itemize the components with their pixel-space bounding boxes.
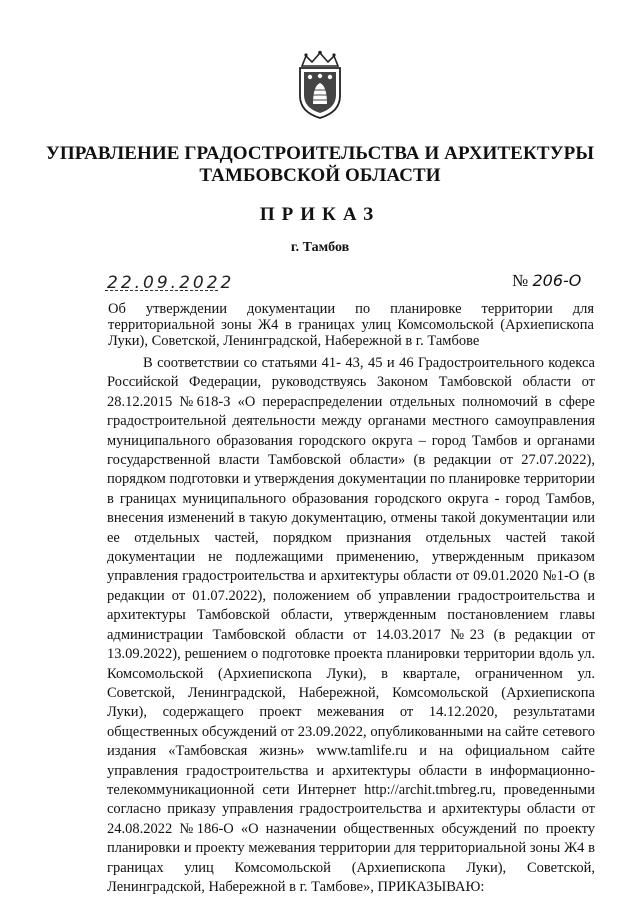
organization-name-line1: УПРАВЛЕНИЕ ГРАДОСТРОИТЕЛЬСТВА И АРХИТЕКТУРЫ — [45, 143, 595, 164]
order-number-label: № — [512, 271, 529, 290]
date-underline — [105, 290, 218, 291]
order-body-text: В соответствии со статьями 41- 43, 45 и 46 Градостроительного кодекса Российской Федерации, руководствуясь Законом Тамбовской области от 28.12.2015 №618-З «О перераспределении отдельных полномочий в сфере градостроительной деятельности между органами местного самоуправления муниципального образования городского округа – город Тамбов и органами государственной власти Тамбовской области» (в редакции от 27.07.2022), порядком подготовки и утверждения документации по планировке территории в границах муниципального образования городского округа - город Тамбов, внесения изменений в такую документацию, отмены такой документации или ее отдельных частей, порядком признания отдельных частей такой документации не подлежащими применению, утвержденным приказом управления градостроительства и архитектуры области от 09.01.2020 №1-О (в редакции от 01.07.2022), положением об управлении градостроительства и архитектуры Тамбовской области, утвержденным постановлением главы администрации Тамбовской области от 14.03.2017 №23 (в редакции от 13.09.2022), решением о подготовке проекта планировки территории вдоль ул. Комсомольской (Архиепископа Луки), в квартале, ограниченном ул. Советской, Ленинградской, Набережной, Комсомольской (Архиепископа Луки), содержащего проект межевания от 14.12.2020, результатами общественных обсуждений от 23.09.2022, опубликованными на сайте сетевого издания «Тамбовская жизнь» www.tamlife.ru и на официальном сайте управления градостроительства и архитектуры области в информационно-телекоммуникационной сети Интернет http://archit.tmbreg.ru, проведенными согласно приказу управления градостроительства и архитектуры области от 24.08.2022 №186-О «О назначении общественных обсуждений по проекту планировки и проекту межевания территории для территориальной зоны Ж4 в границах улиц Комсомольской (Архиепископа Луки), Советской, Ленинградской, Набережной в г. Тамбове», ПРИКАЗЫВАЮ: — [107, 355, 595, 895]
order-number-value: 206-О — [532, 271, 582, 290]
order-number — [512, 271, 581, 291]
organization-name — [0, 143, 640, 187]
document-type: ПРИКАЗ — [259, 204, 381, 225]
tambov-coat-of-arms-icon — [294, 50, 346, 120]
organization-name-line2: ТАМБОВСКОЙ ОБЛАСТИ — [199, 165, 441, 186]
order-date: 22.09.2022 — [107, 273, 235, 293]
order-subject: Об утверждении документации по планировке территории для территориальной зоны Ж4 в границах улиц Комсомольской (Архиепископа Луки), Советской, Ленинградской, Набережной в г. Тамбове — [108, 301, 594, 349]
city-name: г. Тамбов — [290, 240, 350, 255]
